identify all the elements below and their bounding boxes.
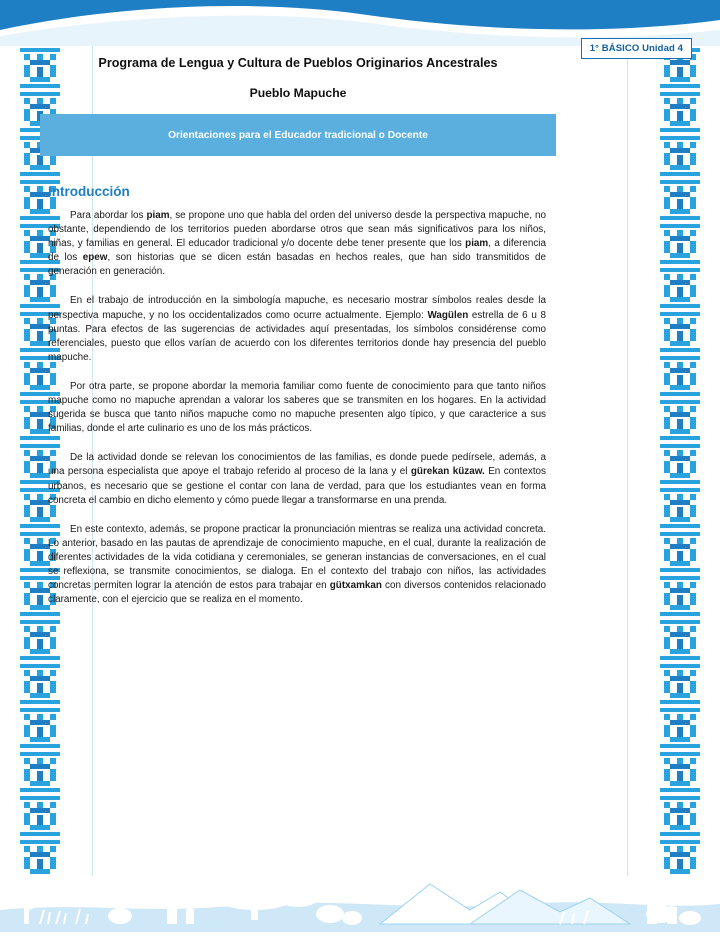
right-ornament-pattern: [658, 46, 702, 876]
page-subtitle: Pueblo Mapuche: [249, 86, 347, 100]
paragraph-2: En el trabajo de introducción en la simbología mapuche, es necesario mostrar símbolos reales desde la perspectiva mapuche, y no los occidentalizados como ocurre actualmente. Ejemplo: Wagülen estrella de 6 u 8 puntas. Para efectos de las sugerencias de actividades aquí presentadas, los símbolos considérense como referenciales, puesto que ellos varían de acuerdo con los diferentes territorios donde hay presencia del pueblo mapuche.: [48, 295, 546, 363]
unit-badge: 1° BÁSICO Unidad 4: [581, 38, 692, 59]
section-heading-introduccion: Introducción: [48, 184, 130, 199]
document-body: [40, 56, 556, 622]
paragraph-5: En este contexto, además, se propone practicar la pronunciación mientras se realiza una actividad concreta. Lo anterior, basado en las pautas de aprendizaje de conocimiento mapuche, en el cual, durante la realización de diferentes actividades de la vida cotidiana y ceremoniales, se generan instancias de conversaciones, en el cual se reflexiona, se transmite conocimientos, se dialoga. En el contexto del trabajo con niños, las actividades concretas permiten lograr la atención de estos para trabajar en gütxamkan con diversos contenidos relacionado claramente, con el ejercicio que se realiza en el momento.: [48, 523, 546, 606]
orientation-banner-label: Orientaciones para el Educador tradicional o Docente: [168, 129, 428, 141]
right-ornament-band: [658, 46, 702, 876]
paragraph-4: De la actividad donde se relevan los conocimientos de las familias, es donde puede pedírsele, además, a una persona especialista que apoye el trabajo referido al proceso de la lana y el gürekan küzaw. En contextos urbanos, es necesario que se gestione el contar con lana de verdad, para que los estudiantes vean en forma concreta el cambio en dicho elemento y cómo puede llegar a transformarse en una prenda.: [48, 452, 546, 506]
bottom-landscape-illustration: [0, 862, 720, 932]
paragraph-1: Para abordar los piam, se propone uno que habla del orden del universo desde la perspectiva mapuche, no obstante, dependiendo de los territorios pueden abordarse otros que sean más significativos para los niños, niñas, y familias en general. El educador tradicional y/o docente debe tener presente que los piam, a diferencia de los epew, son historias que se dicen están basadas en hechos reales, que han sido transmitidos de generación en generación.: [48, 210, 546, 278]
paragraph-3: Por otra parte, se propone abordar la memoria familiar como fuente de conocimiento para que tanto niños mapuche como no mapuche aprendan a valorar los saberes que se transmiten en los hogares. En la actividad sugerida se busca que tanto niños mapuche como no mapuche presenten algo típico, y que caracterice a sus familias, donde el arte culinario es uno de los más prácticos.: [48, 380, 546, 435]
landscape-silhouette: [0, 862, 720, 932]
page-title: Programa de Lengua y Cultura de Pueblos Originarios Ancestrales: [98, 56, 498, 70]
orientation-banner: [40, 114, 556, 156]
